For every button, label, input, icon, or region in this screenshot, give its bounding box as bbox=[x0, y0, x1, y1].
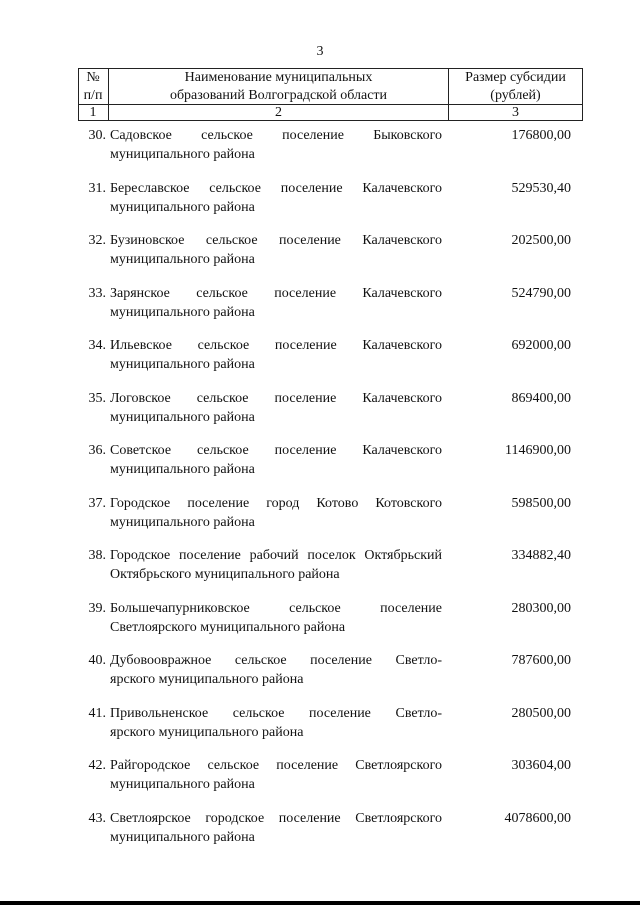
row-number: 31. bbox=[88, 180, 106, 196]
row-name-line2: муниципального района bbox=[110, 357, 255, 372]
row-number: 33. bbox=[88, 285, 106, 301]
row-municipality-name bbox=[110, 809, 442, 847]
row-subsidy-amount: 1146900,00 bbox=[505, 443, 571, 458]
row-municipality-name bbox=[110, 546, 442, 584]
header-col-name-line2: образований Волгоградской области bbox=[169, 88, 388, 103]
row-number: 41. bbox=[88, 705, 106, 721]
header-col-amount-line2: (рублей) bbox=[490, 88, 541, 103]
row-number: 34. bbox=[88, 338, 106, 353]
row-subsidy-amount: 529530,40 bbox=[511, 180, 571, 196]
row-name-line2: муниципального района bbox=[110, 304, 255, 320]
row-subsidy-amount: 524790,00 bbox=[511, 285, 571, 301]
row-municipality-name bbox=[110, 231, 442, 269]
header-col-number-line1: № bbox=[86, 70, 100, 85]
table-row bbox=[78, 809, 583, 862]
row-municipality-name bbox=[110, 651, 442, 689]
page-number: 3 bbox=[316, 44, 324, 59]
row-number: 35. bbox=[88, 390, 106, 406]
row-name-line2: муниципального района bbox=[110, 199, 255, 215]
row-subsidy-amount: 202500,00 bbox=[511, 233, 571, 248]
row-subsidy-amount: 4078600,00 bbox=[504, 810, 571, 826]
header-col-amount-line1: Размер субсидии bbox=[465, 70, 566, 85]
row-number: 36. bbox=[88, 443, 106, 458]
row-name-line2: муниципального района bbox=[110, 462, 255, 477]
row-municipality-name bbox=[110, 756, 442, 794]
row-name-line2: муниципального района bbox=[110, 252, 255, 267]
table-body bbox=[78, 126, 583, 861]
table-row bbox=[78, 336, 583, 389]
row-name-line1: Садовское сельское поселение Быковского bbox=[110, 128, 442, 143]
row-name-line2: ярского муниципального района bbox=[110, 672, 304, 687]
row-subsidy-amount: 280300,00 bbox=[511, 600, 571, 616]
table-row bbox=[78, 494, 583, 547]
row-municipality-name bbox=[110, 126, 442, 164]
table-row bbox=[78, 389, 583, 442]
row-number: 37. bbox=[88, 495, 106, 511]
row-municipality-name bbox=[110, 599, 442, 637]
header-col-name bbox=[109, 69, 448, 105]
row-name-line1: Райгородское сельское поселение Светлоярского bbox=[110, 758, 442, 773]
table-row bbox=[78, 599, 583, 652]
table-row bbox=[78, 179, 583, 232]
row-name-line1: Дубовоовражное сельское поселение Светло- bbox=[110, 653, 442, 668]
table-row bbox=[78, 441, 583, 494]
row-municipality-name bbox=[110, 494, 442, 532]
header-right-border bbox=[582, 68, 583, 121]
row-name-line1: Зарянское сельское поселение Калачевского bbox=[110, 285, 442, 301]
scan-bottom-edge bbox=[0, 901, 640, 905]
row-number: 32. bbox=[88, 233, 106, 248]
row-name-line1: Привольненское сельское поселение Светло- bbox=[110, 705, 442, 721]
row-number: 42. bbox=[88, 758, 106, 773]
row-municipality-name bbox=[110, 336, 442, 374]
table-header bbox=[78, 68, 583, 120]
row-subsidy-amount: 869400,00 bbox=[511, 390, 571, 406]
row-number: 30. bbox=[88, 128, 106, 143]
row-name-line2: ярского муниципального района bbox=[110, 724, 304, 740]
header-col-number-line2: п/п bbox=[83, 88, 103, 103]
row-subsidy-amount: 598500,00 bbox=[511, 495, 571, 511]
row-name-line1: Городское поселение город Котово Котовского bbox=[110, 495, 442, 511]
table-row bbox=[78, 704, 583, 757]
row-name-line1: Береславское сельское поселение Калачевского bbox=[110, 180, 442, 196]
row-municipality-name bbox=[110, 284, 442, 322]
table-row bbox=[78, 546, 583, 599]
row-subsidy-amount: 334882,40 bbox=[511, 548, 571, 563]
row-municipality-name bbox=[110, 179, 442, 217]
row-subsidy-amount: 787600,00 bbox=[511, 653, 571, 668]
row-name-line1: Логовское сельское поселение Калачевского bbox=[110, 390, 442, 406]
row-name-line2: Светлоярского муниципального района bbox=[110, 619, 346, 635]
row-subsidy-amount: 176800,00 bbox=[511, 128, 571, 143]
row-name-line1: Ильевское сельское поселение Калачевского bbox=[110, 338, 442, 353]
table-row bbox=[78, 651, 583, 704]
row-subsidy-amount: 692000,00 bbox=[511, 338, 571, 353]
row-name-line1: Большечапурниковское сельское поселение bbox=[110, 600, 442, 616]
row-subsidy-amount: 303604,00 bbox=[511, 758, 571, 773]
row-name-line2: Октябрьского муниципального района bbox=[110, 567, 340, 582]
row-name-line2: муниципального района bbox=[110, 514, 255, 530]
row-municipality-name bbox=[110, 704, 442, 742]
table-row bbox=[78, 284, 583, 337]
table-row bbox=[78, 231, 583, 284]
row-name-line1: Советское сельское поселение Калачевского bbox=[110, 443, 442, 458]
row-name-line2: муниципального района bbox=[110, 777, 255, 792]
row-name-line1: Светлоярское городское поселение Светлоярского bbox=[110, 810, 442, 826]
row-number: 40. bbox=[88, 653, 106, 668]
header-numbering-3: 3 bbox=[512, 105, 519, 120]
row-municipality-name bbox=[110, 389, 442, 427]
header-numbering-1: 1 bbox=[89, 105, 97, 120]
row-subsidy-amount: 280500,00 bbox=[511, 705, 571, 721]
row-number: 39. bbox=[88, 600, 106, 616]
row-name-line1: Бузиновское сельское поселение Калачевского bbox=[110, 233, 442, 248]
row-number: 43. bbox=[88, 810, 106, 826]
header-numbering-2: 2 bbox=[275, 105, 282, 120]
table-row bbox=[78, 756, 583, 809]
header-col-number bbox=[78, 69, 108, 105]
header-col-name-line1: Наименование муниципальных bbox=[184, 70, 373, 85]
row-name-line2: муниципального района bbox=[110, 829, 255, 845]
row-municipality-name bbox=[110, 441, 442, 479]
row-name-line1: Городское поселение рабочий поселок Октябрьский bbox=[110, 548, 442, 563]
row-name-line2: муниципального района bbox=[110, 409, 255, 425]
row-name-line2: муниципального района bbox=[110, 147, 255, 162]
row-number: 38. bbox=[88, 548, 106, 563]
table-row bbox=[78, 126, 583, 179]
header-col-amount bbox=[449, 69, 582, 105]
